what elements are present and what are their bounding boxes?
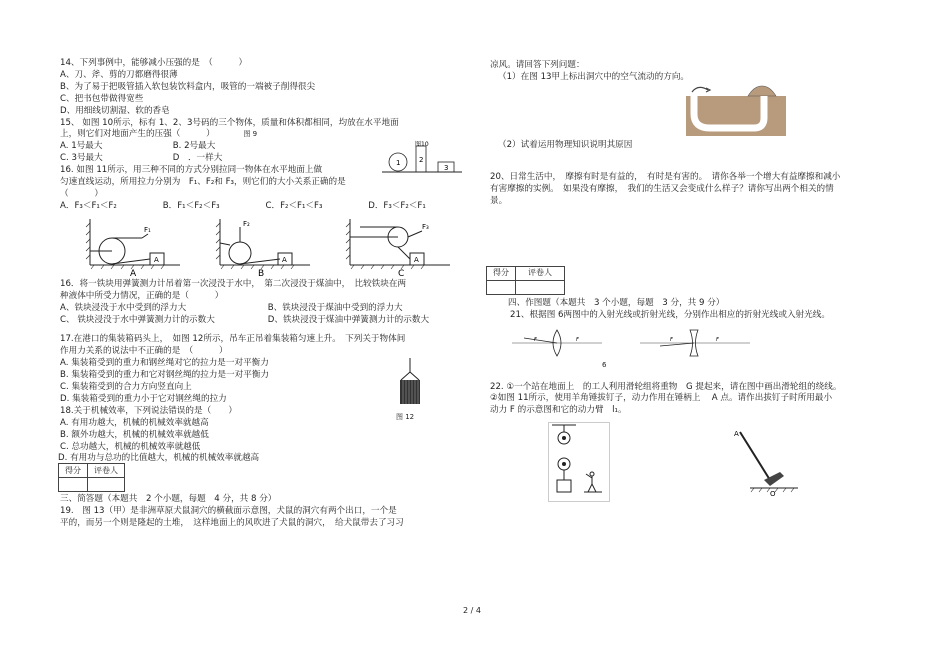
pulley-setup-a [86,219,180,277]
figure-10-blocks [382,140,462,176]
fig-label-a: A [130,268,137,277]
q14-option-d: D、用细线切割湿、软的香皂 [60,105,170,116]
block-1-label: 1 [396,158,401,167]
q16-options [60,201,460,213]
q16-option-b: B．F₁＜F₂＜F₃ [162,200,220,211]
q16b-line2: 种液体中所受力情况，正确的是（ ） [60,290,224,301]
worker-icon [590,472,594,476]
q14-option-a: A、刀、斧、剪的刀都磨得很薄 [60,69,178,80]
block-a-label: A [154,255,159,264]
pulley-setup-b [216,219,310,277]
q15-option-c: C. 3号最大 [60,153,103,164]
q14-option-b: B、为了易于把吸管插入软包装饮料盒内，吸管的一端被子削得很尖 [60,81,316,92]
q16b-option-a: A、铁块浸没于水中受到的浮力大 [60,302,187,313]
force-f2-label: F₂ [243,219,250,228]
concave-lens-figure [640,328,750,358]
score-cell: 得分 [59,464,88,478]
q20-line3: 景。 [490,195,508,206]
q16-option-a: A．F₃＜F₁＜F₂ [60,200,117,211]
q16b-line1: 16．将一铁块用弹簧测力计吊着第一次浸没于水中， 第二次浸没于煤油中， 比较铁块在两 [60,278,407,289]
q16-option-c: C．F₂＜F₁＜F₃ [265,200,323,211]
grader-blank[interactable] [88,478,125,492]
q22-line2: ②如图 11所示，使用羊角锤拔钉子，动力作用在锤柄上 A 点。请作出拔钉子时所用最小 [490,393,833,404]
q17-line1: 17.在港口的集装箱码头上， 如图 12所示，吊车正吊着集装箱匀速上升。 下列关于物体间 [60,334,406,345]
q17-option-c: C. 集装箱受到的合力方向竖直向上 [60,382,192,393]
q22-line3: 动力 F 的示意图和它的动力臂 l₁。 [490,405,627,416]
claw-hammer-figure [730,428,800,498]
focus-label: F [576,336,579,343]
q17-option-b: B. 集装箱受到的重力和它对钢丝绳的拉力是一对平衡力 [60,370,270,381]
q18-option-c: C. 总功越大，机械的机械效率就越低 [60,441,201,452]
block-c-label: A [414,255,419,264]
score-table-left [58,463,125,492]
figure-10-caption: 图10 [415,140,429,148]
q19-cont-line1: 凉风。请回答下列问题： [490,60,585,70]
block-2-label: 2 [419,155,424,164]
q18-stem: 18.关于机械效率，下列说法错误的是（ ） [60,405,237,416]
q18-option-a: A. 有用功越大，机械的机械效率就越高 [60,417,209,428]
left-column [60,58,460,530]
page-number: 2 / 4 [463,606,481,615]
block-3-label: 3 [444,163,449,172]
figure-12-container [395,358,425,408]
grader-blank[interactable] [516,280,565,294]
score-blank[interactable] [487,280,516,294]
q17-line2: 作用力关系的说法中不正确的是 （ ） [60,346,228,357]
question-20 [490,172,890,208]
q19-line1: 19. 图 13（甲）是非洲草原犬鼠洞穴的横截面示意图，犬鼠的洞穴有两个出口，一个是 [60,506,397,517]
q17-option-a: A. 集装箱受到的重力和钢丝绳对它的拉力是一对平衡力 [60,358,269,369]
figure-6-caption: 6 [602,360,607,369]
section-3-title: 三、简答题（本题共 2 个小题，每题 4 分，共 8 分） [60,494,277,505]
q16-line2: 匀速直线运动，所用拉力分别为 F₁、F₂和 F₃，则它们的大小关系正确的是 [60,177,346,188]
force-f1-label: F₁ [144,225,151,234]
fig-label-b: B [258,268,265,277]
q16b-option-c: C、 铁块浸没于水中弹簧测力计的示数大 [60,314,215,325]
score-blank[interactable] [59,478,88,492]
q16b-option-b: B、铁块浸没于煤油中受到的浮力大 [267,302,403,313]
section-4-title: 四、作图题（本题共 3 个小题，每题 3 分，共 9 分） [508,297,725,308]
mound [748,86,776,96]
hammer-handle [740,432,770,480]
q15-line1: 15、 如图 10所示，标有 1、2、3号码的三个物体，质量和体积都相同，均放在水平地面 [60,117,399,128]
pulley-setup-c [346,219,450,277]
q18-option-d: D. 有用功与总功的比值越大，机械的机械效率就越高 [58,453,260,464]
figure-13-burrow [686,84,786,136]
grader-cell: 评卷人 [516,266,565,280]
block-b-label: A [282,255,287,264]
q15-line2-text: 上，则它们对地面产生的压强（ ） [60,129,215,140]
convex-lens-figure [512,328,602,358]
q22-line1: 22. ①一个站在地面上 的工人利用滑轮组将重物 G 提起来，请在图中画出滑轮组的绕线。 [490,381,842,392]
q18-option-b: B. 额外功越大，机械的机械效率就越低 [60,429,209,440]
force-f3-label: F₃ [422,222,429,231]
q16-option-d: D．F₃＜F₂＜F₁ [368,200,426,211]
question-16 [60,165,460,277]
q17-option-d: D. 集装箱受到的重力小于它对钢丝绳的拉力 [60,393,227,404]
pivot-o-label: O [770,489,776,498]
figure-6-lenses [490,322,890,374]
q16b-options-row1 [60,303,460,315]
q20-line2: 有害摩擦的实例。 如果没有摩擦， 我们的生活又会变成什么样子？请你写出两个相关的情 [490,183,834,194]
q14-option-c: C、把书包带做得宽些 [60,93,144,104]
q15-option-a: A. 1号最大 [60,141,103,152]
point-a-label: A [734,429,739,438]
focus-label: F [534,336,537,343]
fig-label-c: C [398,268,405,277]
q21-stem: 21、根据图 6两图中的入射光线或折射光线，分别作出相应的折射光线或入射光线。 [510,309,830,320]
question-14 [60,58,460,118]
q15-fig-caption: 图 9 [243,130,258,139]
q16-line1: 16. 如图 11所示，用三种不同的方式分别拉同一物体在水平地面上做 [60,165,323,176]
weight-g-icon [557,480,571,492]
q19-part1: （1）在图 13甲上标出洞穴中的空气流动的方向。 [498,71,690,82]
q16b-options-row2 [60,315,460,327]
score-cell: 得分 [487,266,516,280]
focus-label: F [716,336,719,343]
question-22 [490,381,890,498]
figure-11-pulleys [60,213,460,277]
focus-label: F [670,336,673,343]
q15-option-b: B. 2号最大 [172,141,216,152]
pulley-system-figure [548,422,610,502]
right-column [490,60,890,498]
q20-line1: 20、日常生活中， 摩擦有时是有益的， 有时是有害的。 请你各举一个增大有益摩擦和减小 [490,172,841,182]
q16-line3: （ ） [60,188,103,199]
q19-line2: 平的，而另一个则是隆起的土堆， 这样地面上的风吹进了犬鼠的洞穴， 给犬鼠带去了习习 [60,518,404,529]
question-16b [60,279,460,327]
score-table-right [486,266,565,295]
q15-option-d: D ．一样大 [172,153,223,164]
q19-part2: （2）试着运用物理知识说明其原因 [498,140,633,150]
q17-fig-caption: 图 12 [396,413,415,422]
q16b-option-d: D、铁块浸没于煤油中弹簧测力计的示数大 [267,314,430,325]
question-19-cont [490,60,890,160]
grader-cell: 评卷人 [88,464,125,478]
q14-stem: 14、下列事例中，能够减小压强的是 （ ） [60,58,248,68]
